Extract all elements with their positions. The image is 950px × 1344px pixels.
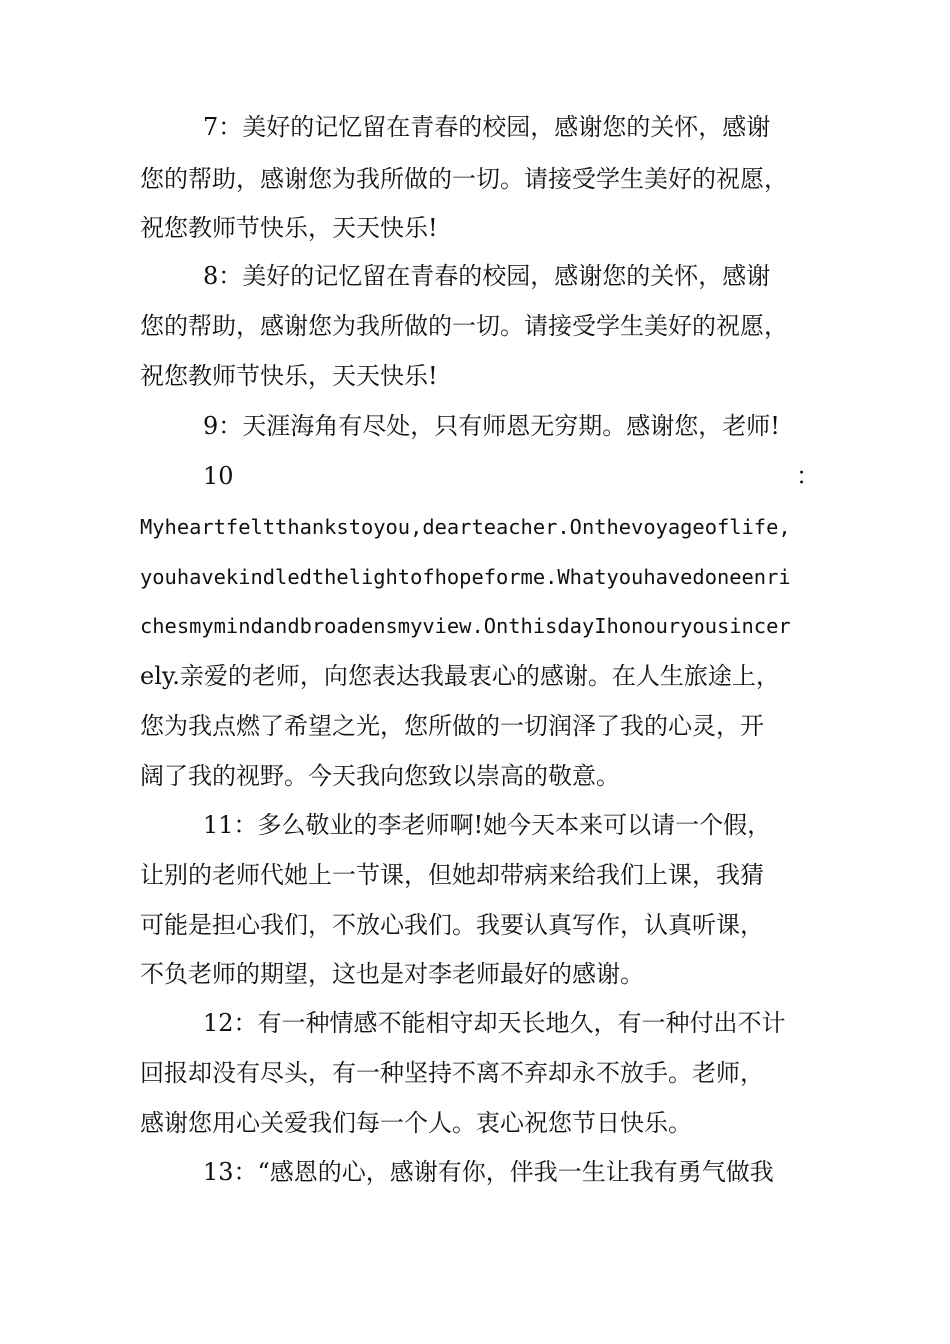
text-line: 可能是担心我们，不放心我们。我要认真写作，认真听课，: [140, 911, 764, 939]
text-line: Myheartfeltthankstoyou,dearteacher.Onthevoyageoflife,: [140, 515, 791, 539]
text-line: 祝您教师节快乐，天天快乐!: [140, 362, 438, 390]
text-line: 让别的老师代她上一节课，但她却带病来给我们上课，我猜: [140, 861, 764, 889]
text-line: chesmymindandbroadensmyview.OnthisdayIhonouryousincer: [140, 614, 791, 638]
text-line: 7：美好的记忆留在青春的校园，感谢您的关怀，感谢: [203, 113, 771, 141]
text-line: 您的帮助，感谢您为我所做的一切。请接受学生美好的祝愿，: [140, 312, 788, 340]
text-line: ely.亲爱的老师，向您表达我最衷心的感谢。在人生旅途上，: [140, 662, 780, 690]
text-line: 您为我点燃了希望之光，您所做的一切润泽了我的心灵，开: [140, 712, 764, 740]
text-line: 13：“感恩的心，感谢有你，伴我一生让我有勇气做我: [203, 1158, 774, 1186]
text-line: 您的帮助，感谢您为我所做的一切。请接受学生美好的祝愿，: [140, 165, 788, 193]
text-line: 12：有一种情感不能相守却天长地久，有一种付出不计: [203, 1009, 786, 1037]
text-line: 祝您教师节快乐，天天快乐!: [140, 214, 438, 242]
text-line: 11：多么敬业的李老师啊!她今天本来可以请一个假，: [203, 811, 772, 839]
text-line: 回报却没有尽头，有一种坚持不离不弃却永不放手。老师，: [140, 1059, 764, 1087]
text-line: 9：天涯海角有尽处，只有师恩无穷期。感谢您，老师!: [203, 412, 780, 440]
text-line: 阔了我的视野。今天我向您致以崇高的敬意。: [140, 762, 620, 790]
text-line: 8：美好的记忆留在青春的校园，感谢您的关怀，感谢: [203, 262, 771, 290]
text-colon: ：: [796, 462, 820, 490]
text-line: youhavekindledthelightofhopeforme.Whatyouhavedoneenri: [140, 565, 791, 589]
text-line: 10: [203, 462, 234, 490]
text-line: 感谢您用心关爱我们每一个人。衷心祝您节日快乐。: [140, 1109, 692, 1137]
text-line: 不负老师的期望，这也是对李老师最好的感谢。: [140, 960, 644, 988]
